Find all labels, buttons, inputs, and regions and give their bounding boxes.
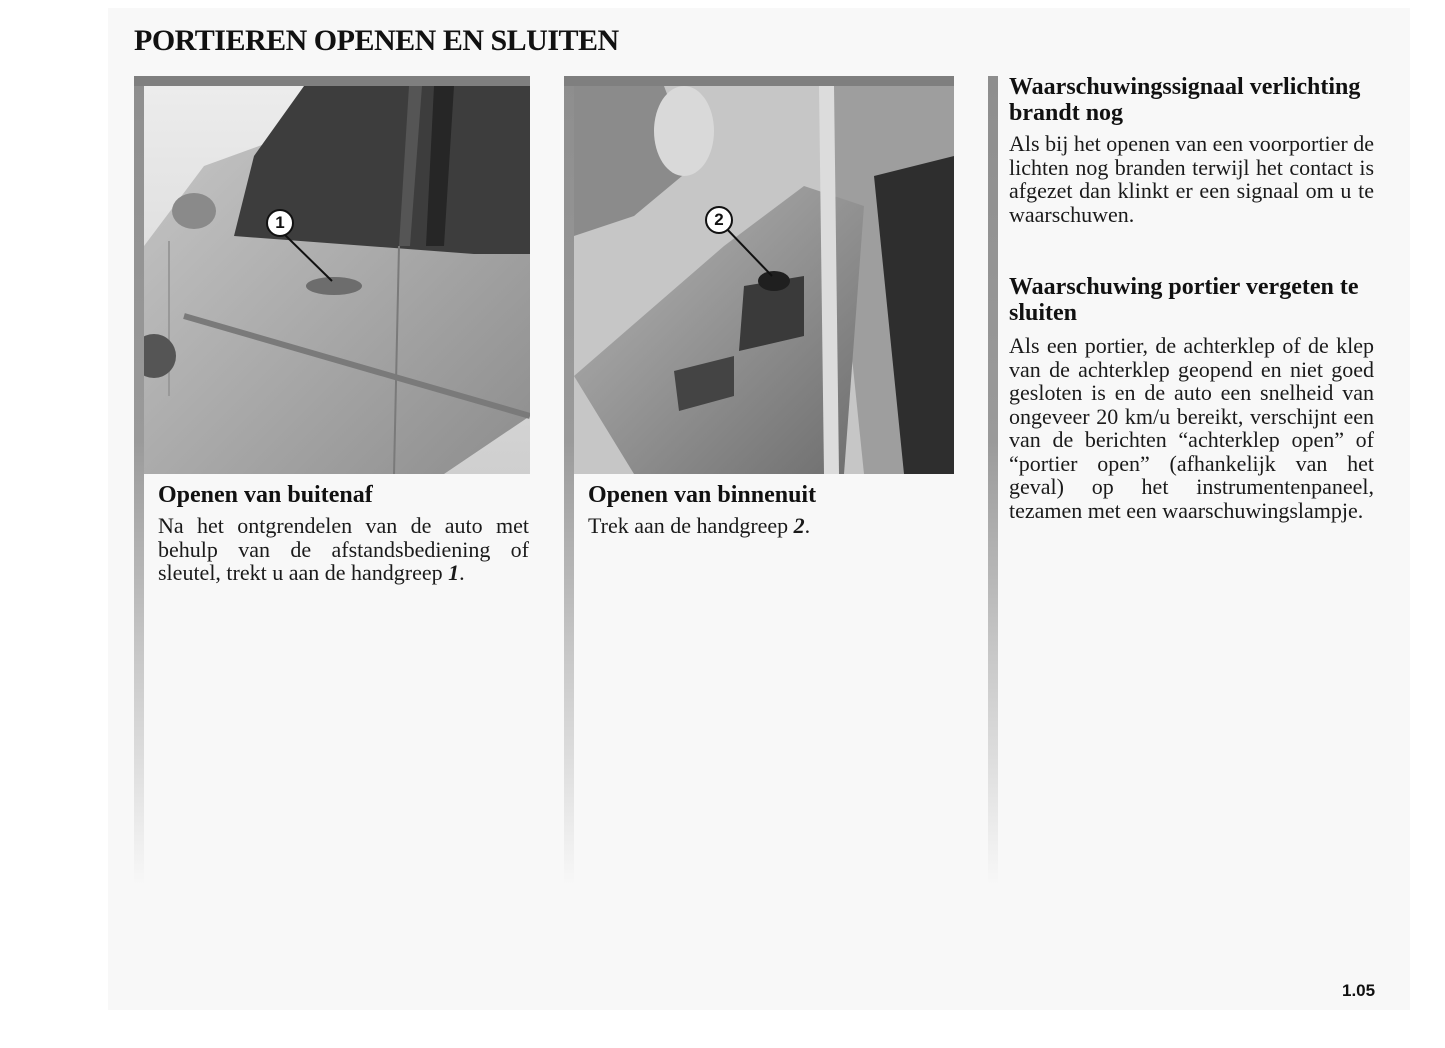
paragraph-door-warning: Als een portier, de achterklep of de klep van de achterklep geopend en niet goed gesloten is en de auto een snelheid van ongeveer 20 km/u bereikt, verschijnt een van de berichten “achterklep open” of “portier open” (afhankelijk van het geval) op het instrumentenpaneel, tezamen met een waarschuwingslampje. [1009,333,1374,523]
column-rule-right [988,76,998,886]
interior-door-photo [574,86,954,474]
numbered-callout-icon: 2 [705,206,733,234]
heading-lights-warning: Waarschuwingssignaal verlichting brandt nog [1009,74,1361,126]
paragraph-opening-inside-text: Trek aan de handgreep [588,513,789,538]
heading-door-warning: Waarschuwing portier vergeten te sluiten [1009,274,1359,326]
paragraph-end: . [459,560,465,585]
reference-handle-1: 1 [448,560,460,585]
reference-handle-2: 2 [793,513,805,538]
page-title: PORTIEREN OPENEN EN SLUITEN [134,24,619,57]
exterior-door-photo [144,86,530,474]
paragraph-opening-outside [158,514,529,585]
paragraph-lights-warning: Als bij het openen van een voorportier de lichten nog branden terwijl het contact is afgezet dan klinkt er een signaal om u te waarschuwen. [1009,131,1374,227]
photo-frame-top-left [134,76,530,86]
page-number: 1.05 [1342,981,1376,1000]
paragraph-end: . [804,513,811,538]
paragraph-opening-inside [588,514,954,538]
numbered-callout-icon: 1 [266,209,294,237]
column-rule-middle [564,76,574,886]
paragraph-opening-outside-text: Na het ontgrendelen van de auto met behulp van de afstandsbediening of sleutel, trekt u aan de handgreep [158,513,529,585]
heading-opening-inside: Openen van binnenuit [588,482,817,508]
column-rule-left [134,76,144,886]
heading-opening-outside: Openen van buitenaf [158,482,373,508]
photo-frame-top-middle [564,76,954,86]
